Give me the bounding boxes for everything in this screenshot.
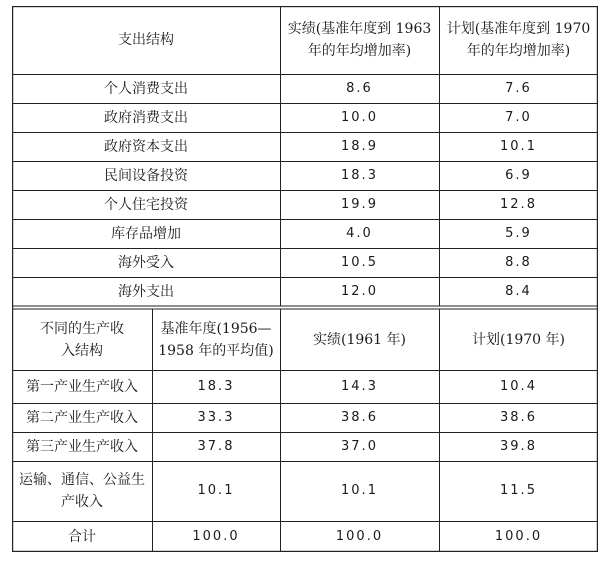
row-label: 库存品增加 xyxy=(111,225,181,242)
plan-value: 10.4 xyxy=(500,378,537,394)
actual-value: 19.9 xyxy=(341,196,378,212)
header-plan-growth: 计划(基准年度到 1970 年的年均增加率) xyxy=(446,21,591,59)
plan-value: 11.5 xyxy=(500,483,537,498)
actual-value: 18.3 xyxy=(341,167,378,183)
row-label: 政府资本支出 xyxy=(104,138,188,155)
actual-value: 10.0 xyxy=(341,109,378,125)
actual-value: 10.1 xyxy=(341,483,378,498)
plan-value: 7.0 xyxy=(505,109,532,125)
actual-value: 38.6 xyxy=(341,409,378,425)
plan-value: 38.6 xyxy=(500,409,537,425)
base-value: 18.3 xyxy=(197,378,235,394)
base-value: 100.0 xyxy=(192,528,240,544)
row-label: 合计 xyxy=(68,528,96,545)
row-label: 运输、通信、公益生产收入 xyxy=(19,472,145,510)
row-label: 个人住宅投资 xyxy=(104,196,188,213)
plan-value: 10.1 xyxy=(500,138,537,154)
header-income-structure: 不同的生产收入结构 xyxy=(40,320,124,359)
header-actual-1961: 实绩(1961 年) xyxy=(312,331,406,348)
plan-value: 5.9 xyxy=(505,225,532,241)
plan-value: 6.9 xyxy=(505,167,532,183)
actual-value: 12.0 xyxy=(341,283,378,299)
plan-value: 12.8 xyxy=(500,196,537,212)
plan-value: 8.8 xyxy=(505,254,532,270)
header-expenditure-structure: 支出结构 xyxy=(118,32,174,48)
row-label: 第一产业生产收入 xyxy=(26,378,138,395)
row-label: 第二产业生产收入 xyxy=(26,409,138,426)
row-label: 个人消费支出 xyxy=(104,80,188,97)
header-plan-1970: 计划(1970 年) xyxy=(471,331,565,348)
header-base-year: 基准年度(1956—1958 年的平均值) xyxy=(158,320,274,359)
actual-value: 14.3 xyxy=(341,378,378,394)
row-label: 政府消费支出 xyxy=(104,109,188,126)
data-table xyxy=(12,6,598,552)
base-value: 37.8 xyxy=(197,438,235,454)
plan-value: 8.4 xyxy=(505,283,532,299)
row-label: 民间设备投资 xyxy=(104,167,188,184)
base-value: 33.3 xyxy=(197,409,235,425)
plan-value: 7.6 xyxy=(505,80,532,96)
actual-value: 18.9 xyxy=(341,138,378,154)
row-label: 海外支出 xyxy=(118,283,174,300)
row-label: 第三产业生产收入 xyxy=(26,438,138,455)
actual-value: 100.0 xyxy=(335,528,384,544)
actual-value: 8.6 xyxy=(346,80,373,96)
header-actual-growth: 实绩(基准年度到 1963 年的年均增加率) xyxy=(287,21,432,59)
plan-value: 39.8 xyxy=(500,438,537,454)
actual-value: 37.0 xyxy=(341,438,378,454)
row-label: 海外受入 xyxy=(118,254,174,271)
actual-value: 4.0 xyxy=(346,225,373,241)
actual-value: 10.5 xyxy=(341,254,378,270)
base-value: 10.1 xyxy=(197,483,235,498)
plan-value: 100.0 xyxy=(494,528,543,544)
